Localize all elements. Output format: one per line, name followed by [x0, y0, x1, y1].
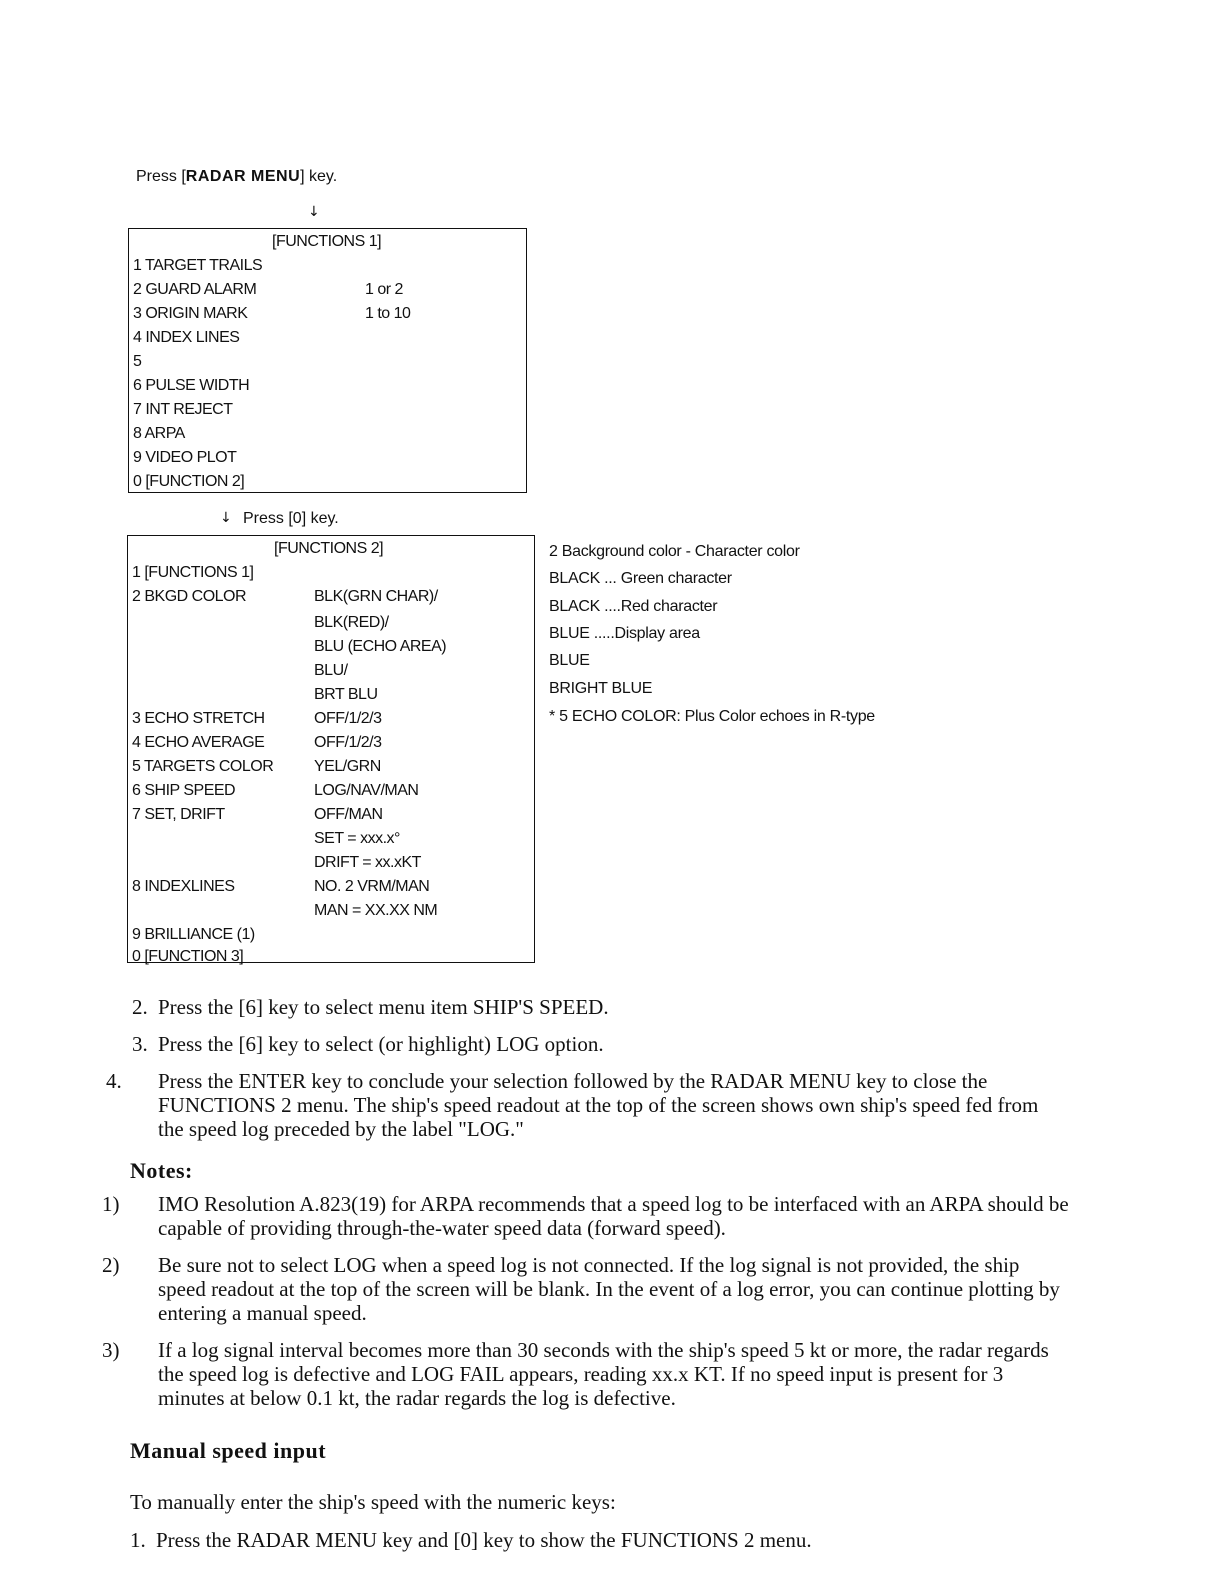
menu-item-value: NO. 2 VRM/MAN	[314, 878, 430, 895]
menu-item-label: 2 BKGD COLOR	[132, 588, 247, 605]
menu-item-label: 6 SHIP SPEED	[132, 782, 236, 799]
note-3: 3) If a log signal interval becomes more than 30 seconds with the ship's speed 5 kt or more, the radar regards the speed log is defective and LOG FAIL appears, reading xx.x KT. If no speed input is present for 3 minutes at below 0.1 kt, the radar regards the log is defective.	[102, 1338, 1049, 1410]
menu-item-value: OFF/1/2/3	[314, 734, 382, 751]
side-note: BRIGHT BLUE	[549, 680, 653, 697]
functions-2-item	[132, 662, 530, 686]
functions-1-item[interactable]	[133, 305, 522, 329]
menu-item-label: 7 INT REJECT	[133, 401, 233, 418]
menu-item-value: SET = xxx.x°	[314, 830, 400, 847]
functions-1-item[interactable]	[133, 329, 522, 353]
functions-2-item[interactable]	[132, 926, 530, 950]
functions-2-item[interactable]	[132, 948, 530, 972]
functions-1-item[interactable]	[133, 257, 522, 281]
functions-1-item[interactable]	[133, 473, 522, 497]
functions-2-item[interactable]	[132, 782, 530, 806]
functions-1-menu	[128, 228, 527, 493]
menu-item-value: LOG/NAV/MAN	[314, 782, 419, 799]
menu-item-label: 1 TARGET TRAILS	[133, 257, 263, 274]
side-note: * 5 ECHO COLOR: Plus Color echoes in R-type	[549, 708, 875, 725]
side-note: 2 Background color - Character color	[549, 543, 800, 560]
menu-item-label: 0 [FUNCTION 2]	[133, 473, 245, 490]
menu-item-value: OFF/MAN	[314, 806, 383, 823]
functions-2-item	[132, 902, 530, 926]
functions-2-title: [FUNCTIONS 2]	[274, 540, 384, 557]
step-2: 2. Press the [6] key to select menu item SHIP'S SPEED.	[132, 995, 609, 1019]
menu-item-label: 6 PULSE WIDTH	[133, 377, 250, 394]
functions-2-item[interactable]	[132, 710, 530, 734]
functions-2-item[interactable]	[132, 564, 530, 588]
menu-item-value: 1 to 10	[365, 305, 411, 322]
functions-1-item[interactable]	[133, 401, 522, 425]
menu-item-value: YEL/GRN	[314, 758, 381, 775]
menu-item-label: 0 [FUNCTION 3]	[132, 948, 244, 965]
note-1: 1) IMO Resolution A.823(19) for ARPA recommends that a speed log to be interfaced with an ARPA should be capable of providing through-the-water speed data (forward speed).	[102, 1192, 1069, 1240]
functions-2-item[interactable]	[132, 806, 530, 830]
side-note: BLACK ... Green character	[549, 570, 732, 587]
menu-item-value: DRIFT = xx.xKT	[314, 854, 421, 871]
menu-item-label: 9 BRILLIANCE (1)	[132, 926, 255, 943]
menu-item-value: OFF/1/2/3	[314, 710, 382, 727]
press-0-instruction: Press [0] key.	[243, 510, 339, 527]
functions-1-item[interactable]	[133, 353, 522, 377]
menu-item-value: BLK(GRN CHAR)/	[314, 588, 438, 605]
intro-instruction: Press [RADAR MENU] key.	[136, 168, 338, 185]
functions-2-item[interactable]	[132, 588, 530, 612]
step-3: 3. Press the [6] key to select (or highlight) LOG option.	[132, 1032, 604, 1056]
menu-item-value: 1 or 2	[365, 281, 403, 298]
side-note: BLACK ....Red character	[549, 598, 718, 615]
menu-item-label: 8 INDEXLINES	[132, 878, 235, 895]
side-note: BLUE .....Display area	[549, 625, 700, 642]
functions-2-item[interactable]	[132, 878, 530, 902]
functions-2-item	[132, 638, 530, 662]
note-2: 2) Be sure not to select LOG when a speed log is not connected. If the log signal is not provided, the ship speed readout at the top of the screen will be blank. In the event of a log error, you can continue plotting by entering a manual speed.	[102, 1253, 1060, 1325]
menu-item-value: BRT BLU	[314, 686, 378, 703]
side-note: BLUE	[549, 652, 590, 669]
notes-heading: Notes:	[130, 1158, 193, 1183]
down-arrow-icon-2: ↓	[220, 510, 232, 526]
menu-item-label: 7 SET, DRIFT	[132, 806, 225, 823]
functions-1-item[interactable]	[133, 281, 522, 305]
functions-2-item	[132, 686, 530, 710]
menu-item-label: 3 ORIGIN MARK	[133, 305, 248, 322]
functions-2-item	[132, 854, 530, 878]
menu-item-label: 8 ARPA	[133, 425, 185, 442]
manual-speed-heading: Manual speed input	[130, 1438, 327, 1463]
functions-1-item[interactable]	[133, 377, 522, 401]
functions-2-item	[132, 830, 530, 854]
down-arrow-icon: ↓	[308, 204, 320, 220]
menu-item-label: 9 VIDEO PLOT	[133, 449, 237, 466]
functions-2-item[interactable]	[132, 758, 530, 782]
manual-step-1: 1. Press the RADAR MENU key and [0] key to show the FUNCTIONS 2 menu.	[130, 1528, 812, 1552]
menu-item-label: 5 TARGETS COLOR	[132, 758, 274, 775]
menu-item-value: BLK(RED)/	[314, 614, 389, 631]
menu-item-label: 4 ECHO AVERAGE	[132, 734, 265, 751]
menu-item-value: BLU/	[314, 662, 348, 679]
menu-item-label: 4 INDEX LINES	[133, 329, 240, 346]
menu-item-label: 2 GUARD ALARM	[133, 281, 257, 298]
menu-item-value: BLU (ECHO AREA)	[314, 638, 447, 655]
functions-2-item[interactable]	[132, 734, 530, 758]
functions-1-title: [FUNCTIONS 1]	[272, 233, 382, 250]
step-4: 4. Press the ENTER key to conclude your selection followed by the RADAR MENU key to close the FUNCTIONS 2 menu. The ship's speed readout at the top of the screen shows own ship's speed fed from the speed log preceded by the label "LOG."	[106, 1069, 1039, 1141]
functions-1-item[interactable]	[133, 425, 522, 449]
functions-1-item[interactable]	[133, 449, 522, 473]
manual-intro: To manually enter the ship's speed with the numeric keys:	[130, 1490, 616, 1514]
menu-item-label: 3 ECHO STRETCH	[132, 710, 265, 727]
functions-2-item	[132, 614, 530, 638]
menu-item-label: 5	[133, 353, 142, 370]
menu-item-label: 1 [FUNCTIONS 1]	[132, 564, 254, 581]
functions-2-menu	[127, 535, 535, 963]
radar-menu-key-label: RADAR MENU	[185, 168, 301, 185]
menu-item-value: MAN = XX.XX NM	[314, 902, 438, 919]
